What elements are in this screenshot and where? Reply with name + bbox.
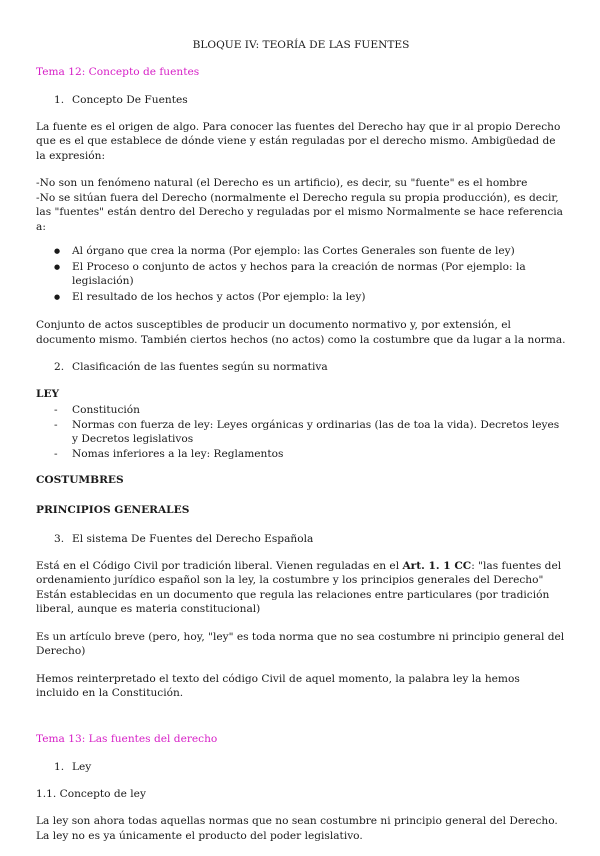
list-item: ● El resultado de los hechos y actos (Por ejemplo: la ley) bbox=[54, 290, 566, 305]
section-3-heading bbox=[36, 532, 566, 547]
text-run: Está en el Código Civil por tradición liberal. Vienen reguladas en el bbox=[36, 559, 403, 572]
paragraph-intro: La fuente es el origen de algo. Para conocer las fuentes del Derecho hay que ir al propio Derecho que es el que establece de dónde viene y están reguladas por el derecho mismo. Ambigüedad de la expresión: bbox=[36, 120, 561, 162]
list-item: ● El Proceso o conjunto de actos y hechos para la creación de normas (Por ejemplo: la legislación) bbox=[54, 260, 566, 289]
section-1-heading bbox=[36, 760, 566, 775]
section-2-heading bbox=[36, 360, 566, 375]
list-item: - Nomas inferiores a la ley: Reglamentos bbox=[54, 447, 566, 462]
section-label: El sistema De Fuentes del Derecho Española bbox=[72, 533, 314, 545]
text-run: : "las fuentes del ordenamiento jurídico español son la ley, la costumbre y los principios generales del Derecho" Están establecidas en un documento que regula las relaciones entre particulares (por tradición liberal, aunque es materia constitucional) bbox=[36, 559, 562, 615]
ley-label: LEY bbox=[36, 387, 60, 400]
paragraph-articulo-breve: Es un artículo breve (pero, hoy, "ley" es toda norma que no sea costumbre ni principio general del Derecho) bbox=[36, 630, 565, 657]
tema-13-heading: Tema 13: Las fuentes del derecho bbox=[36, 732, 218, 745]
list-item: - Constitución bbox=[54, 403, 566, 418]
section-1-heading bbox=[36, 93, 566, 108]
page-title: BLOQUE IV: TEORÍA DE LAS FUENTES bbox=[192, 39, 410, 51]
section-number: 1. bbox=[54, 94, 65, 106]
ambiguity-lines bbox=[36, 176, 566, 234]
paragraph-conjunto: Conjunto de actos susceptibles de producir un documento normativo y, por extensión, el documento mismo. También ciertos hechos (no actos) como la costumbre que da lugar a la norma. bbox=[36, 319, 566, 346]
costumbres-label: COSTUMBRES bbox=[36, 474, 124, 486]
paragraph-codigo-civil bbox=[36, 559, 566, 617]
paragraph-concepto-ley: La ley son ahora todas aquellas normas que no sean costumbre ni principio general del Derecho. La ley no es ya únicamente el producto del poder legislativo. bbox=[36, 815, 558, 842]
section-number: 3. bbox=[54, 533, 65, 545]
reference-bullet-list bbox=[36, 244, 566, 304]
section-number: 2. bbox=[54, 361, 65, 373]
paragraph-reinterpretado: Hemos reinterpretado el texto del código Civil de aquel momento, la palabra ley la hemos incluido en la Constitución. bbox=[36, 672, 520, 699]
list-item: - Normas con fuerza de ley: Leyes orgánicas y ordinarias (las de toa la vida). Decretos leyes y Decretos legislativos bbox=[54, 418, 566, 447]
ambiguity-line-1: -No son un fenómeno natural (el Derecho es un artificio), es decir, su "fuente" es el hombre bbox=[36, 177, 528, 189]
article-reference: Art. 1. 1 CC bbox=[402, 559, 472, 572]
subsection-heading: 1.1. Concepto de ley bbox=[36, 787, 146, 800]
tema-12-heading: Tema 12: Concepto de fuentes bbox=[36, 65, 200, 78]
section-label: Ley bbox=[72, 761, 92, 773]
document-page bbox=[36, 38, 566, 856]
ambiguity-line-2: -No se sitúan fuera del Derecho (normalmente el Derecho regula su propia producción), es decir, las "fuentes" están dentro del Derecho y reguladas por el mismo Normalmente se hace referencia a: bbox=[36, 191, 563, 233]
section-label: Clasificación de las fuentes según su normativa bbox=[72, 361, 328, 373]
ley-dash-list bbox=[36, 403, 566, 461]
spacer bbox=[36, 714, 566, 732]
section-label: Concepto De Fuentes bbox=[72, 94, 188, 106]
list-item: ● Al órgano que crea la norma (Por ejemplo: las Cortes Generales son fuente de ley) bbox=[54, 244, 566, 259]
section-number: 1. bbox=[54, 761, 65, 773]
principios-label: PRINCIPIOS GENERALES bbox=[36, 503, 190, 516]
